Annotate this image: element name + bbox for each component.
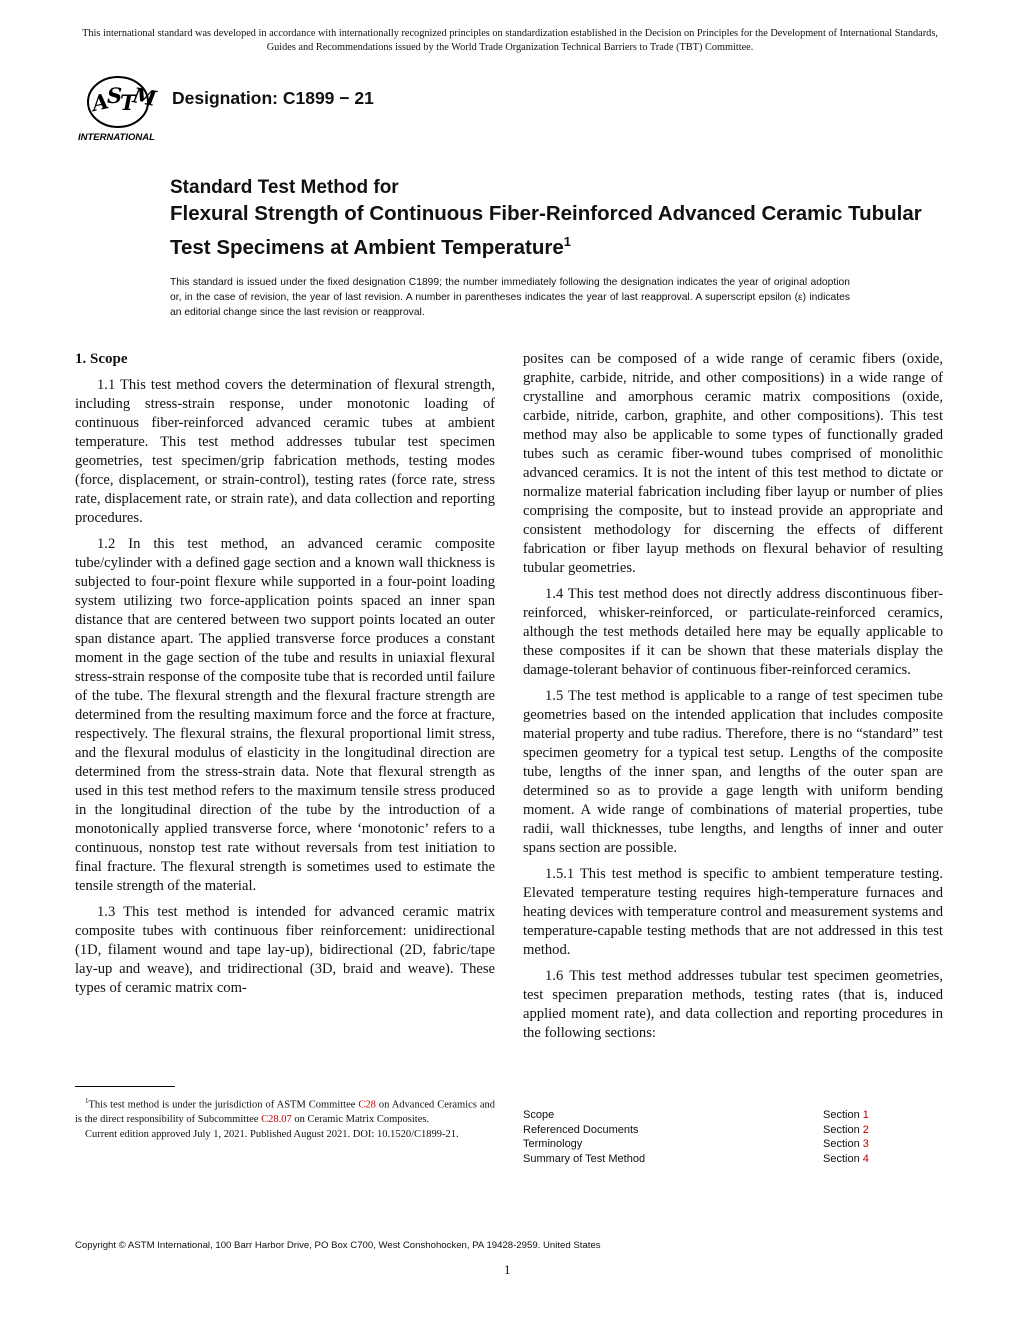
footnote-rule <box>75 1086 175 1087</box>
left-column <box>75 350 495 1005</box>
section-link[interactable]: 4 <box>862 1152 869 1165</box>
copyright: Copyright © ASTM International, 100 Barr Harbor Drive, PO Box C700, West Conshohocken, PA 19428-2959. United States <box>75 1240 601 1251</box>
svg-text:S: S <box>107 83 123 108</box>
footnote-2: Current edition approved July 1, 2021. Published August 2021. DOI: 10.1520/C1899-21. <box>85 1128 459 1140</box>
para-1-2: 1.2 In this test method, an advanced ceramic composite tube/cylinder with a defined gage section and a known wall thickness is subjected to four-point flexure while supported in a four-point loading system utilizing two force-application points spaced an inner span distance that are centered between two support points located an outer span distance apart. The applied transverse force produces a constant moment in the gage section of the tube and results in uniaxial flexural stress-strain response of the composite tube that is recorded until failure of the tube. The flexural strength and the flexural fracture strength are determined from the resulting maximum force and the force at fracture, respectively. The flexural strains, the flexural proportional limit stress, and the flexural modulus of elasticity in the longitudinal direction are determined from the stress-strain data. Note that flexural strength as used in this test method refers to the maximum tensile stress produced in the longitudinal direction of the tube by the introduction of a monotonically applied transverse force, where ‘monotonic’ refers to a continuous, nonstop test rate without reversals from test initiation to final fracture. The flexural strength is sometimes used to estimate the tensile strength of the material. <box>75 536 495 894</box>
subcommittee-link[interactable]: C28.07 <box>261 1114 292 1126</box>
section-link[interactable]: 1 <box>862 1109 869 1121</box>
logo-text: INTERNATIONAL <box>78 132 155 143</box>
designation: Designation: C1899 − 21 <box>172 88 374 108</box>
title-block <box>170 176 950 262</box>
para-1-4: 1.4 This test method does not directly address discontinuous fiber-reinforced, whisker-reinforced, or particulate-reinforced ceramics, although the test methods detailed here may be equally applicable to these composites if it can be shown that these materials display the damage-tolerant behavior of continuous fiber-reinforced ceramics. <box>523 586 943 678</box>
section-link[interactable]: 3 <box>862 1138 869 1151</box>
issuance-note: This standard is issued under the fixed designation C1899; the number immediately following the designation indicates the year of original adoption or, in the case of revision, the year of last revision. A number in parentheses indicates the year of last reapproval. A superscript epsilon (ε) indicates an editorial change since the last revision or reapproval. <box>170 277 850 318</box>
title-text: Flexural Strength of Continuous Fiber-Reinforced Advanced Ceramic Tubular Test Specimens at Ambient Temperature <box>170 202 922 259</box>
svg-text:A: A <box>89 88 111 116</box>
footnotes <box>75 1094 495 1142</box>
para-1-6: 1.6 This test method addresses tubular test specimen geometries, test specimen preparation methods, testing rates (that is, induced applied moment rate), and data collection and reporting procedures in the following sections: <box>523 968 943 1041</box>
header-notice: This international standard was developed in accordance with internationally recognized principles on standardization established in the Decision on Principles for the Development of International Standards, Guides and Recommendations issued by the World Trade Organization Technical Barriers to Trade (TBT) Committee. <box>82 28 938 53</box>
title-line1: Standard Test Method for <box>170 177 399 198</box>
svg-text:M: M <box>131 82 159 111</box>
right-column <box>523 350 943 1050</box>
toc-row: Terminology Section 3 <box>523 1138 869 1151</box>
toc-row: Scope Section 1 <box>523 1109 869 1121</box>
title-footnote-mark: 1 <box>563 234 572 249</box>
section-link[interactable]: 2 <box>862 1123 869 1136</box>
toc-row: Referenced Documents Section 2 <box>523 1123 869 1136</box>
svg-text:T: T <box>120 90 136 115</box>
astm-logo <box>74 72 164 144</box>
para-1-5-1: 1.5.1 This test method is specific to ambient temperature testing. Elevated temperature testing requires high-temperature furnaces and heating devices with temperature control and measurement systems and temperature-capable testing methods that are not addressed in this test method. <box>523 866 943 958</box>
toc-row: Summary of Test Method Section 4 <box>523 1152 869 1165</box>
para-1-3: 1.3 This test method is intended for advanced ceramic matrix composite tubes with continuous fiber reinforcement: unidirectional (1D, filament wound and tape lay-up), bidirectional (2D, fabric/tape lay-up and weave), and tridirectional (3D, braid and weave). These types of ceramic matrix com- <box>75 904 495 996</box>
section-table <box>523 1108 943 1166</box>
para-1-3-continued: posites can be composed of a wide range of ceramic fibers (oxide, graphite, carbide, nitride, and other compositions) in a wide range of crystalline and amorphous ceramic matrix compositions (oxide, carbide, nitride, carbon, graphite, and other compositions). This test method may also be applicable to some types of functionally graded tubes such as ceramic fiber-wound tubes comprised of monolithic advanced ceramics. It is not the intent of this test method to dictate or normalize material fabrication including fiber layup or number of plies comprising the composite, but to instead provide an appropriate and consistent methodology for discerning the effects of different fabrication or fiber layup methods on flexural behavior of resulting tubular geometries. <box>523 351 943 576</box>
title-main <box>170 200 950 262</box>
para-1-1: 1.1 This test method covers the determination of flexural strength, including stress-strain response, under monotonic loading of continuous fiber-reinforced advanced ceramic tubes at ambient temperature. This test method addresses tubular test specimen geometries, test specimen/grip fabrication methods, testing modes (force, displacement, or strain-control), testing rates (force rate, stress rate, displacement rate, or strain rate), and data collection and reporting procedures. <box>75 377 495 526</box>
footnote-1: $^1$This test method is under the jurisdiction of ASTM Committee C28 on Advanced Ceramics and is the direct responsibility of Subcommittee C28.07 on Ceramic Matrix Composites. <box>75 1097 496 1126</box>
committee-link[interactable]: C28 <box>358 1099 376 1111</box>
scope-heading: 1. Scope <box>75 351 128 367</box>
para-1-5: 1.5 The test method is applicable to a range of test specimen tube geometries based on the intended application that includes composite material property and tube radius. Therefore, there is no “standard” test specimen geometry for a typical test setup. Lengths of the composite tube, lengths of the inner span, and lengths of the outer span are determined so as to provide a gage length with uniform bending moment. A wide range of combinations of material properties, tube radii, wall thicknesses, tube lengths, and lengths of inner and outer spans section are possible. <box>523 688 943 856</box>
page-number: 1 <box>504 1262 511 1277</box>
